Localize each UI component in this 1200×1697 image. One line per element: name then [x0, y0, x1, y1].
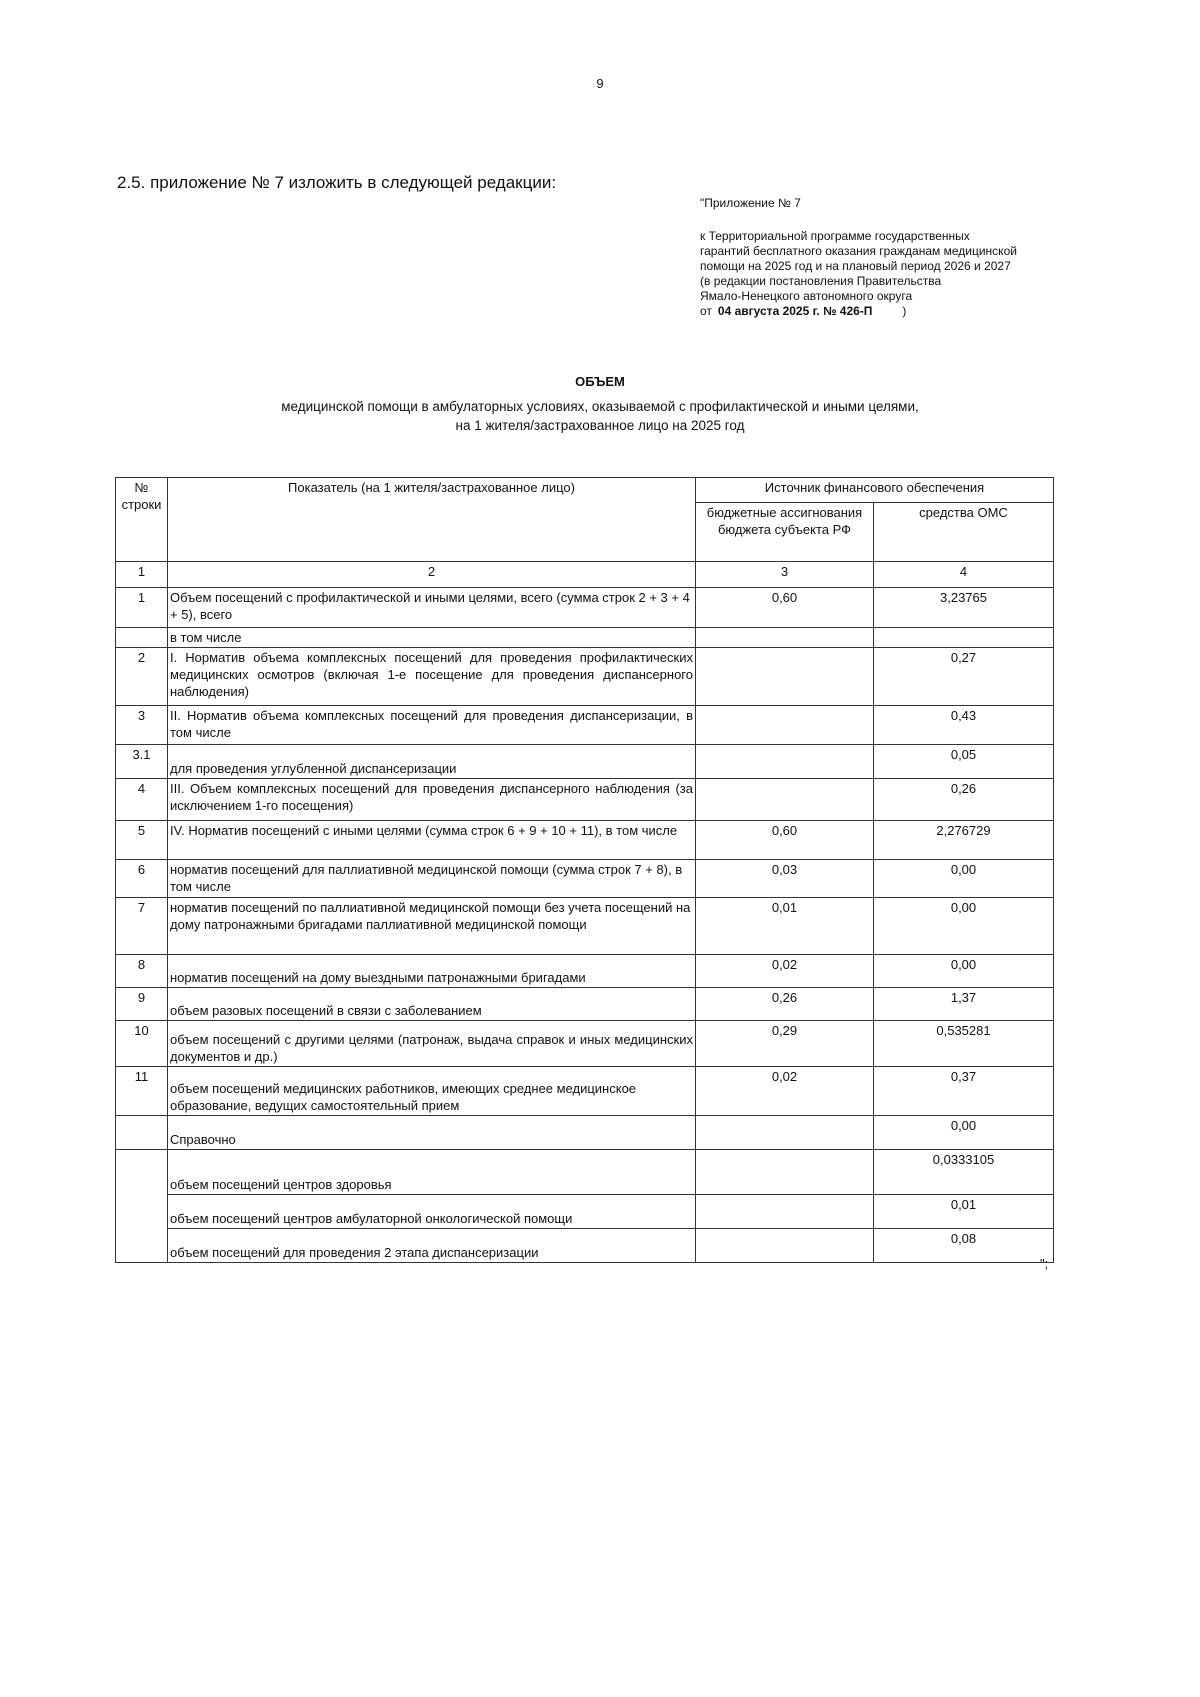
- document-subtitle-line-2: на 1 жителя/застрахованное лицо на 2025 год: [455, 418, 745, 433]
- row-number: 6: [116, 860, 168, 898]
- appendix-date: 04 августа 2025 г. № 426-П: [717, 304, 873, 318]
- row-number: 3: [116, 706, 168, 745]
- row-indicator: объем посещений для проведения 2 этапа диспансеризации: [168, 1229, 696, 1263]
- table-row: [116, 898, 1054, 955]
- row-number: 10: [116, 1021, 168, 1067]
- row-indicator: Объем посещений с профилактической и иными целями, всего (сумма строк 2 + 3 + 4 + 5), всего: [168, 588, 696, 628]
- row-indicator: норматив посещений для паллиативной медицинской помощи (сумма строк 7 + 8), в том числе: [168, 860, 696, 898]
- row-indicator: объем посещений центров амбулаторной онкологической помощи: [168, 1195, 696, 1229]
- row-indicator: в том числе: [168, 628, 696, 648]
- column-number: 2: [168, 562, 696, 588]
- table-row: [116, 821, 1054, 860]
- intro-text: 2.5. приложение № 7 изложить в следующей редакции:: [117, 173, 557, 192]
- table-row: [116, 1195, 1054, 1229]
- row-indicator: объем посещений с другими целями (патронаж, выдача справок и иных медицинских документов и др.): [168, 1021, 696, 1067]
- row-indicator: объем посещений медицинских работников, имеющих среднее медицинское образование, ведущих самостоятельный прием: [168, 1067, 696, 1116]
- table-header-row: [116, 478, 1054, 503]
- row-number: [116, 628, 168, 648]
- row-budget-value: [696, 1195, 874, 1229]
- header-oms: средства ОМС: [874, 503, 1054, 562]
- row-budget-value: 0,29: [696, 1021, 874, 1067]
- header-funding-source: Источник финансового обеспечения: [696, 478, 1054, 503]
- table-row: [116, 648, 1054, 706]
- document-subtitle-line-1: медицинской помощи в амбулаторных условиях, оказываемой с профилактической и иными целями,: [281, 399, 919, 414]
- row-indicator: для проведения углубленной диспансеризации: [168, 745, 696, 779]
- row-number: 7: [116, 898, 168, 955]
- appendix-line: гарантий бесплатного оказания гражданам медицинской: [700, 244, 1017, 258]
- row-oms-value: 0,26: [874, 779, 1054, 821]
- table-row: [116, 1021, 1054, 1067]
- row-oms-value: 0,535281: [874, 1021, 1054, 1067]
- row-budget-value: 0,02: [696, 1067, 874, 1116]
- row-number: 1: [116, 588, 168, 628]
- row-budget-value: 0,60: [696, 588, 874, 628]
- appendix-title: "Приложение № 7: [700, 196, 801, 210]
- header-row-number: № строки: [116, 478, 168, 562]
- appendix-date-prefix: от: [700, 304, 712, 318]
- column-number: 3: [696, 562, 874, 588]
- table-row: [116, 745, 1054, 779]
- row-budget-value: [696, 1116, 874, 1150]
- row-indicator: II. Норматив объема комплексных посещений для проведения диспансеризации, в том числе: [168, 706, 696, 745]
- row-indicator: норматив посещений по паллиативной медицинской помощи без учета посещений на дому патронажными бригадами паллиативной медицинской помощи: [168, 898, 696, 955]
- row-budget-value: 0,03: [696, 860, 874, 898]
- table-row: [116, 1150, 1054, 1195]
- row-oms-value: 0,01: [874, 1195, 1054, 1229]
- row-indicator: объем посещений центров здоровья: [168, 1150, 696, 1195]
- header-budget: бюджетные ассигнования бюджета субъекта РФ: [696, 503, 874, 562]
- table-row: [116, 988, 1054, 1021]
- row-indicator: норматив посещений на дому выездными патронажными бригадами: [168, 955, 696, 988]
- row-number: 8: [116, 955, 168, 988]
- table-row: [116, 779, 1054, 821]
- appendix-line: к Территориальной программе государственных: [700, 229, 970, 243]
- volume-table: [115, 477, 1054, 1263]
- table-row: [116, 1229, 1054, 1263]
- row-budget-value: [696, 745, 874, 779]
- row-number: 5: [116, 821, 168, 860]
- row-budget-value: [696, 1150, 874, 1195]
- document-subtitle: [0, 397, 1200, 435]
- appendix-date-line: [700, 304, 1100, 319]
- row-budget-value: 0,01: [696, 898, 874, 955]
- row-oms-value: 0,0333105: [874, 1150, 1054, 1195]
- table-row: [116, 588, 1054, 628]
- row-budget-value: [696, 706, 874, 745]
- table-row: [116, 1067, 1054, 1116]
- row-indicator: Справочно: [168, 1116, 696, 1150]
- document-title: ОБЪЕМ: [575, 374, 625, 389]
- row-budget-value: [696, 628, 874, 648]
- row-number: 2: [116, 648, 168, 706]
- table-row: [116, 1116, 1054, 1150]
- row-number: [116, 1116, 168, 1150]
- row-oms-value: [874, 628, 1054, 648]
- row-number: 11: [116, 1067, 168, 1116]
- row-oms-value: 0,00: [874, 1116, 1054, 1150]
- appendix-block: [700, 229, 1100, 319]
- row-number: 4: [116, 779, 168, 821]
- row-oms-value: 0,00: [874, 955, 1054, 988]
- row-oms-value: 0,00: [874, 898, 1054, 955]
- row-oms-value: 0,00: [874, 860, 1054, 898]
- appendix-line: помощи на 2025 год и на плановый период 2026 и 2027: [700, 259, 1011, 273]
- appendix-date-suffix: ): [902, 304, 907, 318]
- row-budget-value: [696, 1229, 874, 1263]
- column-number: 1: [116, 562, 168, 588]
- row-budget-value: 0,60: [696, 821, 874, 860]
- row-oms-value: 3,23765: [874, 588, 1054, 628]
- row-oms-value: 1,37: [874, 988, 1054, 1021]
- page-number: 9: [596, 76, 604, 91]
- row-oms-value: 2,276729: [874, 821, 1054, 860]
- row-indicator: IV. Норматив посещений с иными целями (сумма строк 6 + 9 + 10 + 11), в том числе: [168, 821, 696, 860]
- appendix-line: Ямало-Ненецкого автономного округа: [700, 289, 913, 303]
- row-budget-value: 0,02: [696, 955, 874, 988]
- row-number: [116, 1150, 168, 1263]
- table-row: [116, 628, 1054, 648]
- row-oms-value: 0,43: [874, 706, 1054, 745]
- row-indicator: объем разовых посещений в связи с заболеванием: [168, 988, 696, 1021]
- row-budget-value: [696, 779, 874, 821]
- row-oms-value: 0,37: [874, 1067, 1054, 1116]
- table-row: [116, 706, 1054, 745]
- row-oms-value: 0,08: [874, 1229, 1054, 1263]
- row-oms-value: 0,05: [874, 745, 1054, 779]
- row-indicator: I. Норматив объема комплексных посещений для проведения профилактических медицинских осмотров (включая 1-е посещение для проведения диспансерного наблюдения): [168, 648, 696, 706]
- row-number: 3.1: [116, 745, 168, 779]
- end-mark: ";: [1040, 1256, 1049, 1271]
- header-indicator: Показатель (на 1 жителя/застрахованное лицо): [168, 478, 696, 562]
- appendix-line: (в редакции постановления Правительства: [700, 274, 942, 288]
- row-budget-value: [696, 648, 874, 706]
- table-row: [116, 955, 1054, 988]
- column-numbers-row: [116, 562, 1054, 588]
- row-budget-value: 0,26: [696, 988, 874, 1021]
- row-number: 9: [116, 988, 168, 1021]
- row-oms-value: 0,27: [874, 648, 1054, 706]
- table-row: [116, 860, 1054, 898]
- column-number: 4: [874, 562, 1054, 588]
- row-indicator: III. Объем комплексных посещений для проведения диспансерного наблюдения (за исключением 1-го посещения): [168, 779, 696, 821]
